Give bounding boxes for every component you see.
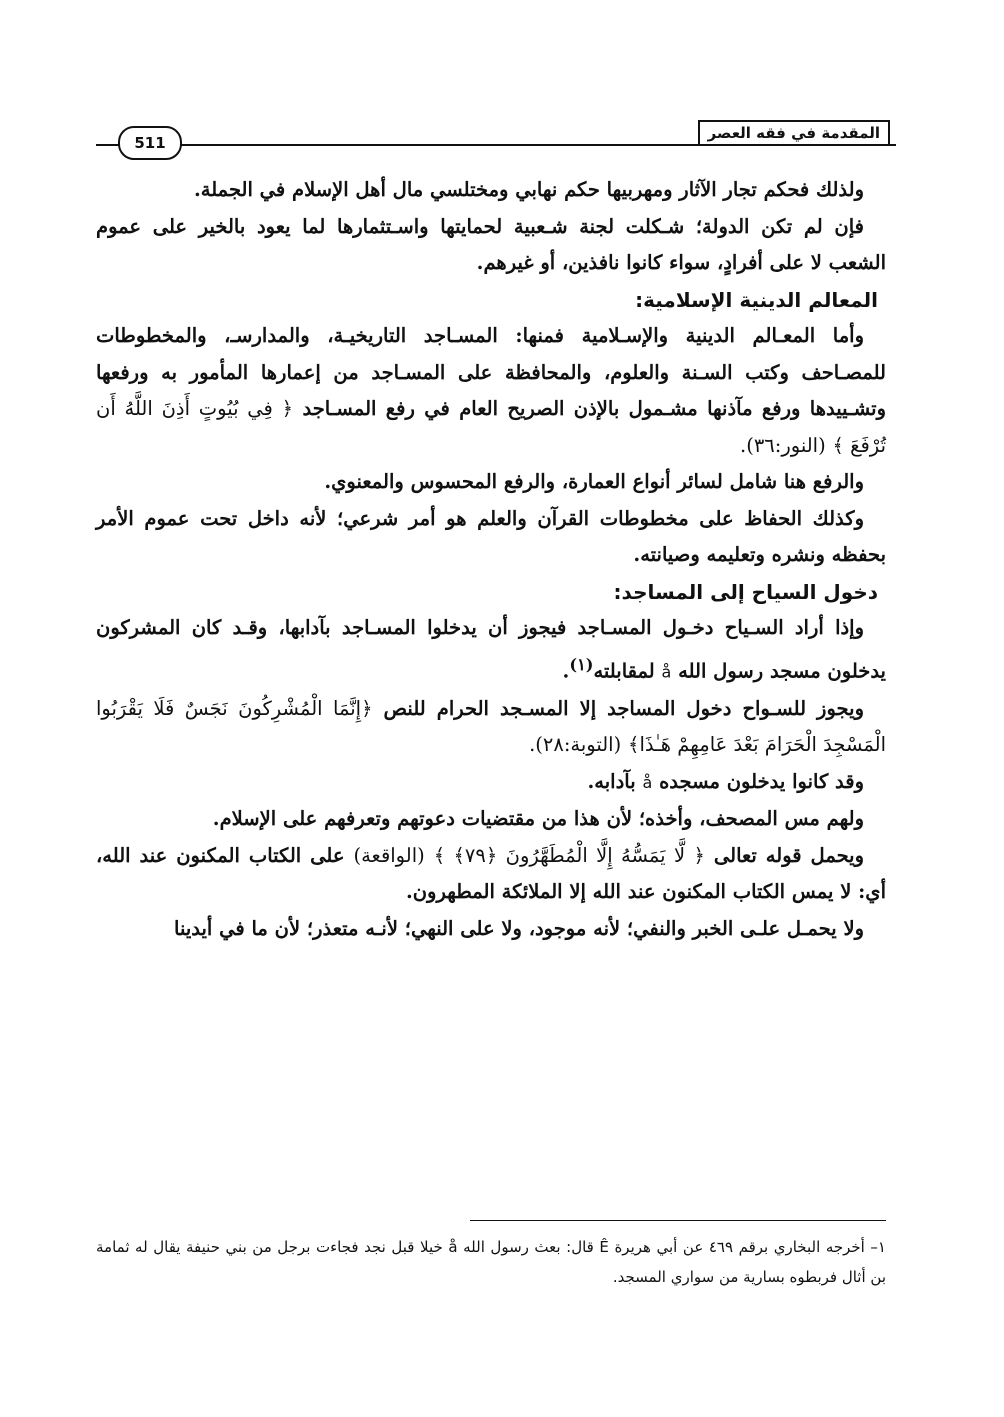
- salutation-symbol: å: [642, 772, 653, 792]
- page-header: [96, 118, 896, 154]
- quran-verse: ﴿إِنَّمَا الْمُشْرِكُونَ نَجَسٌ فَلَا يَقْرَبُوا الْمَسْجِدَ الْحَرَامَ بَعْدَ عَامِهِمْ هَـٰذَا﴾: [96, 696, 886, 756]
- footnote-separator: [470, 1220, 886, 1221]
- paragraph: فإن لم تكن الدولة؛ شـكلت لجنة شـعبية لحمايتها واسـتثمارها لما يعود بالخير على عموم الشعب لا على أفرادٍ، سواء كانوا نافذين، أو غيرهم.: [96, 214, 886, 274]
- section-heading: المعالم الدينية الإسلامية:: [635, 287, 878, 312]
- footnotes: [96, 1232, 886, 1292]
- paragraph: [96, 764, 886, 802]
- page-number: 511: [118, 126, 182, 160]
- quran-verse: ﴿ فِي بُيُوتٍ أَذِنَ اللَّهُ أَن تُرْفَعَ ﴾: [96, 397, 886, 457]
- paragraph: ولا يحمـل علـى الخبر والنفي؛ لأنه موجود، ولا على النهي؛ لأنـه متعذر؛ لأن ما في أيدينا: [174, 916, 864, 940]
- paragraph-text: ويحمل قوله تعالى: [713, 843, 865, 867]
- salutation-symbol: Ê: [599, 1238, 609, 1256]
- footnote-marker[interactable]: (١): [569, 654, 594, 674]
- verse-reference: (الواقعة): [353, 843, 425, 867]
- footnote: [96, 1232, 886, 1292]
- paragraph-text: ويجوز للسـواح دخول المساجد إلا المسـجد الحرام للنص: [383, 696, 864, 720]
- paragraph: [96, 691, 886, 764]
- section-heading: دخول السياح إلى المساجد:: [613, 579, 878, 604]
- verse-reference: (النور:٣٦).: [740, 433, 826, 457]
- salutation-symbol: å: [448, 1238, 458, 1256]
- paragraph-text: بآدابه.: [587, 769, 636, 793]
- quran-verse: ﴿ لَّا يَمَسُّهُ إِلَّا الْمُطَهَّرُونَ ﴿٧٩﴾ ﴾: [433, 843, 705, 867]
- paragraph: ولهم مس المصحف، وأخذه؛ لأن هذا من مقتضيات دعوتهم وتعرفهم على الإسلام.: [212, 807, 864, 830]
- salutation-symbol: å: [661, 662, 672, 681]
- paragraph-text: .: [562, 659, 570, 682]
- footnote-text: قال: بعث رسول الله: [463, 1238, 594, 1256]
- paragraph-text: لمقابلته: [593, 659, 655, 682]
- paragraph: والرفع هنا شامل لسائر أنواع العمارة، والرفع المحسوس والمعنوي.: [324, 470, 864, 493]
- main-text: [96, 172, 886, 947]
- paragraph-text: وإذا أراد السـياح دخـول المسـاجد فيجوز أن يدخلوا المسـاجد بآدابها، وقـد كان المشركون يدخلون مسجد رسول الله: [96, 616, 886, 682]
- paragraph: [96, 838, 886, 911]
- paragraph-text: وقد كانوا يدخلون مسجده: [659, 769, 864, 793]
- paragraph: ولذلك فحكم تجار الآثار ومهربيها حكم نهابي ومختلسي مال أهل الإسلام في الجملة.: [193, 178, 864, 201]
- paragraph-text: وأما المعـالم الدينية والإسـلامية فمنها: المسـاجد التاريخيـة، والمدارسـ، والمخطوطات للمصـاحف وكتب السـنة والعلوم، والمحافظة على المسـاجد من إعمارها المأمور به ورفعها وتشـييدها ورفع مآذنها مشـمول بالإذن الصريح العام في رفع المسـاجد: [96, 324, 886, 420]
- footnote-text: خيلا قبل نجد فجاءت برجل من بني حنيفة يقال له ثمامة بن أثال فربطوه بسارية من سواري المسجد.: [96, 1238, 886, 1286]
- paragraph: [96, 318, 886, 464]
- footnote-text: ١– أخرجه البخاري برقم ٤٦٩ عن أبي هريرة: [614, 1238, 886, 1256]
- book-title: المقدمة في فقه العصر: [698, 120, 890, 146]
- paragraph-text: على الكتاب المكنون عند الله، أي: لا يمس الكتاب المكنون عند الله إلا الملائكة المطهرون.: [96, 843, 886, 903]
- paragraph: [96, 610, 886, 691]
- verse-reference: (التوبة:٢٨).: [529, 733, 622, 756]
- paragraph: وكذلك الحفاظ على مخطوطات القرآن والعلم هو أمر شرعي؛ لأنه داخل تحت عموم الأمر بحفظه ونشره وتعليمه وصيانته.: [96, 506, 886, 566]
